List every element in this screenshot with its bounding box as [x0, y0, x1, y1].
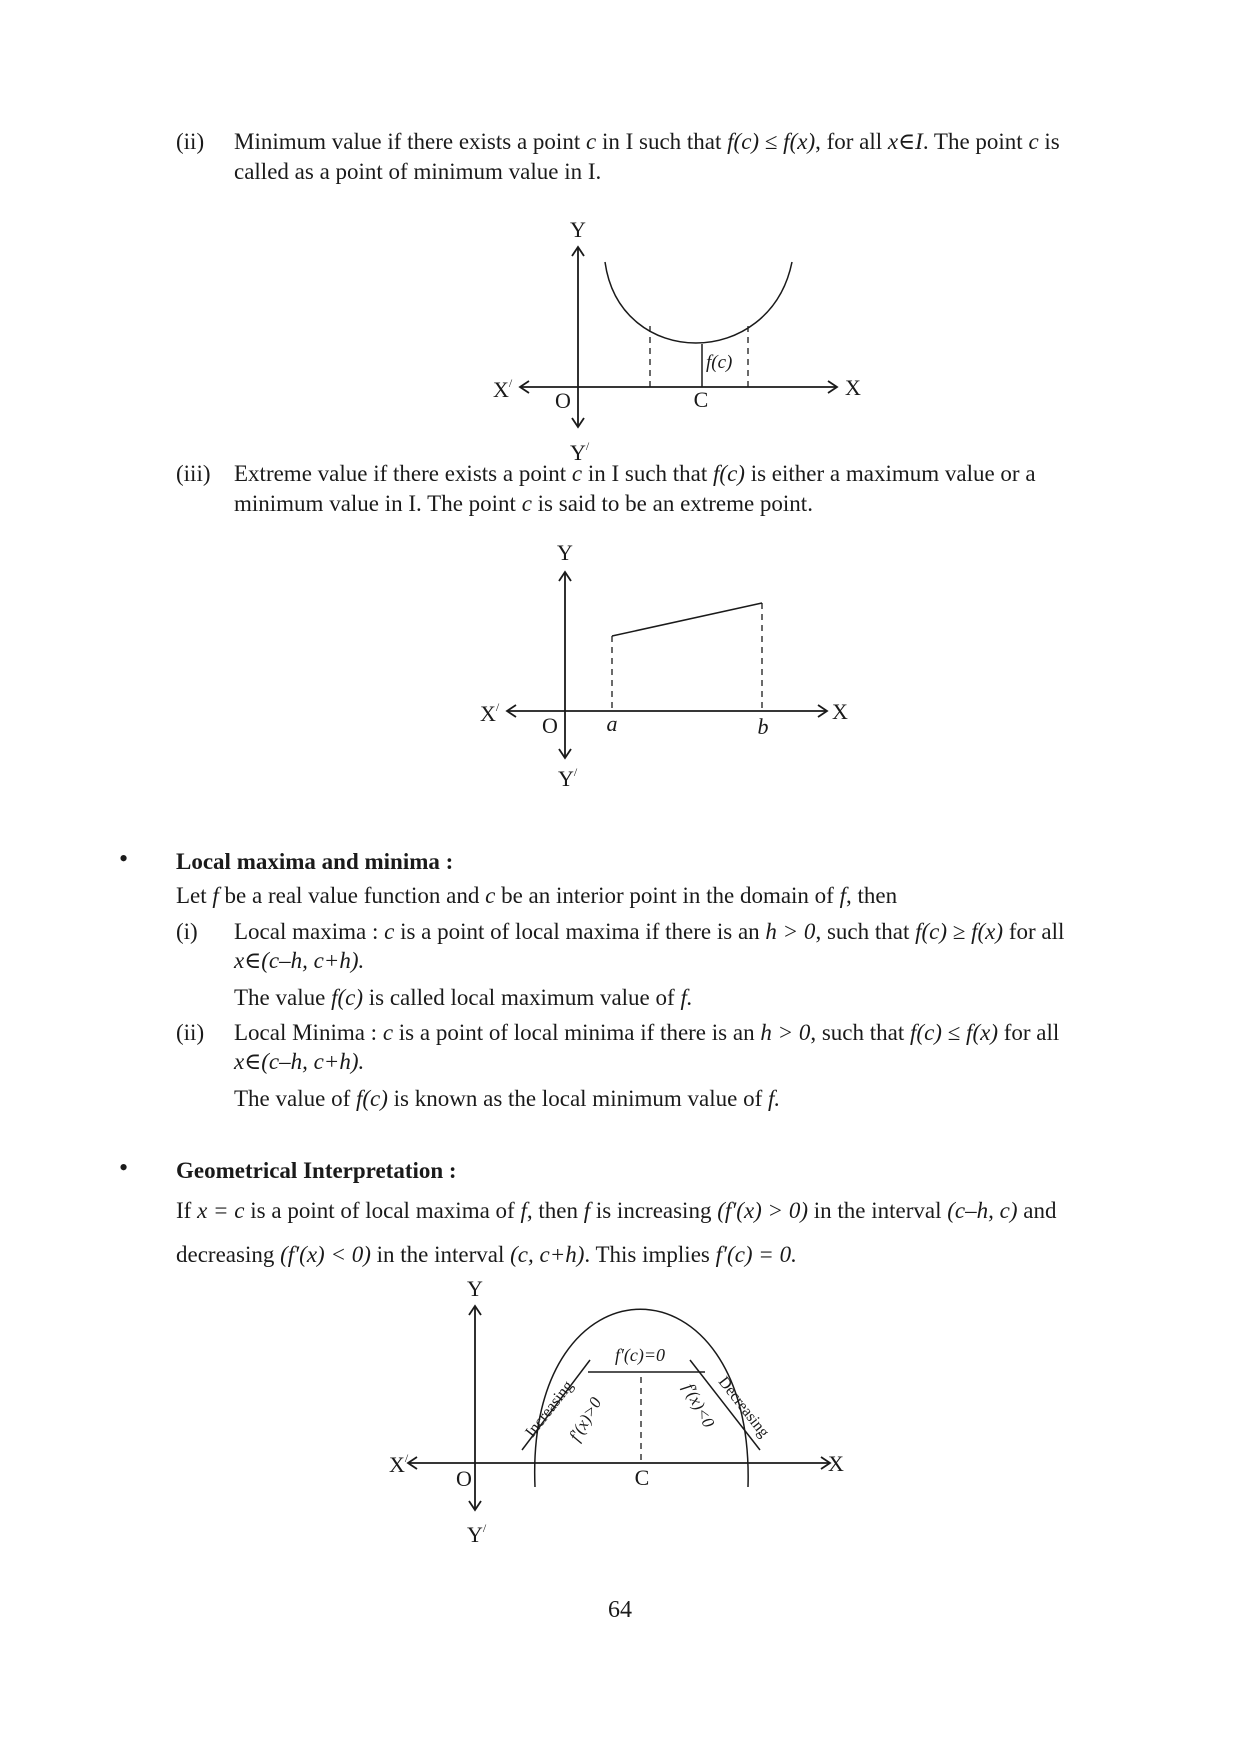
fig3-label-increasing: Increasing — [522, 1377, 577, 1441]
fig2-label-yprime: Y/ — [558, 765, 578, 791]
fig1-label-origin: O — [555, 388, 571, 413]
item-label-ii-local: (ii) — [176, 1020, 205, 1045]
page-number: 64 — [608, 1597, 632, 1623]
geometric-line-2: decreasing (f′(x) < 0) in the interval (c, c+h). This implies f′(c) = 0. — [176, 1242, 797, 1267]
fig3-label-y: Y — [467, 1276, 483, 1301]
fig1-label-xprime: X/ — [493, 376, 513, 402]
item-label-iii: (iii) — [176, 461, 211, 486]
fig3-label-fpc: f′(c)=0 — [614, 1345, 666, 1365]
figure-minimum-value — [493, 217, 861, 465]
local-maxima-line-1: Local maxima : c is a point of local maxima if there is an h > 0, such that f(c) ≥ f(x) for all — [234, 919, 1065, 944]
fig3-label-decreasing: Decreasing — [714, 1373, 773, 1441]
fig1-label-x: X — [845, 375, 861, 400]
local-maximum-value: The value f(c) is called local maximum value of f. — [234, 985, 693, 1010]
bullet-local: • — [119, 844, 129, 873]
fig2-label-xprime: X/ — [480, 700, 500, 726]
fig1-label-fc: f(c) — [706, 352, 733, 373]
fig3-label-fpx-positive: f′(x)>0 — [565, 1394, 606, 1445]
geometric-line-1: If x = c is a point of local maxima of f, then f is increasing (f′(x) > 0) in the interval (c–h, c) and — [176, 1198, 1057, 1223]
local-intro: Let f be a real value function and c be an interior point in the domain of f, then — [176, 883, 898, 908]
fig3-label-c: C — [634, 1465, 650, 1490]
fig2-label-b: b — [757, 714, 769, 739]
min-value-line-1: Minimum value if there exists a point c in I such that f(c) ≤ f(x), for all x∈I. The point c is — [234, 129, 1060, 154]
fig2-label-origin: O — [542, 713, 558, 738]
fig3-label-origin: O — [456, 1466, 472, 1491]
fig3-label-x: X — [828, 1451, 844, 1476]
fig2-label-y: Y — [557, 540, 573, 565]
local-minima-line-1: Local Minima : c is a point of local minima if there is an h > 0, such that f(c) ≤ f(x) for all — [234, 1020, 1060, 1045]
fig3-label-yprime: Y/ — [467, 1521, 487, 1547]
fig1-label-c: C — [693, 387, 709, 412]
item-label-ii: (ii) — [176, 129, 205, 154]
figure-extreme-value — [480, 540, 848, 791]
heading-geometrical-interpretation: Geometrical Interpretation : — [176, 1158, 457, 1183]
local-minimum-value: The value of f(c) is known as the local minimum value of f. — [234, 1086, 781, 1111]
fig3-label-fpx-negative: f′(x)<0 — [679, 1380, 719, 1431]
fig1-label-yprime: Y/ — [570, 439, 590, 465]
item-label-i: (i) — [176, 919, 198, 944]
fig1-curve — [605, 262, 792, 343]
extreme-value-line-2: minimum value in I. The point c is said to be an extreme point. — [234, 491, 813, 516]
fig1-label-y: Y — [570, 217, 586, 242]
extreme-value-line-1: Extreme value if there exists a point c in I such that f(c) is either a maximum value or a — [234, 461, 1036, 486]
fig3-label-xprime: X/ — [389, 1451, 409, 1477]
min-value-line-2: called as a point of minimum value in I. — [234, 159, 602, 184]
fig2-label-a: a — [606, 711, 618, 736]
fig2-segment — [612, 603, 762, 636]
figure-geometric-interpretation — [389, 1276, 844, 1547]
bullet-geometric: • — [119, 1153, 129, 1182]
local-maxima-interval: x∈(c–h, c+h). — [234, 948, 365, 973]
heading-local-maxima-minima: Local maxima and minima : — [176, 849, 454, 874]
fig2-label-x: X — [832, 699, 848, 724]
local-minima-interval: x∈(c–h, c+h). — [234, 1049, 365, 1074]
